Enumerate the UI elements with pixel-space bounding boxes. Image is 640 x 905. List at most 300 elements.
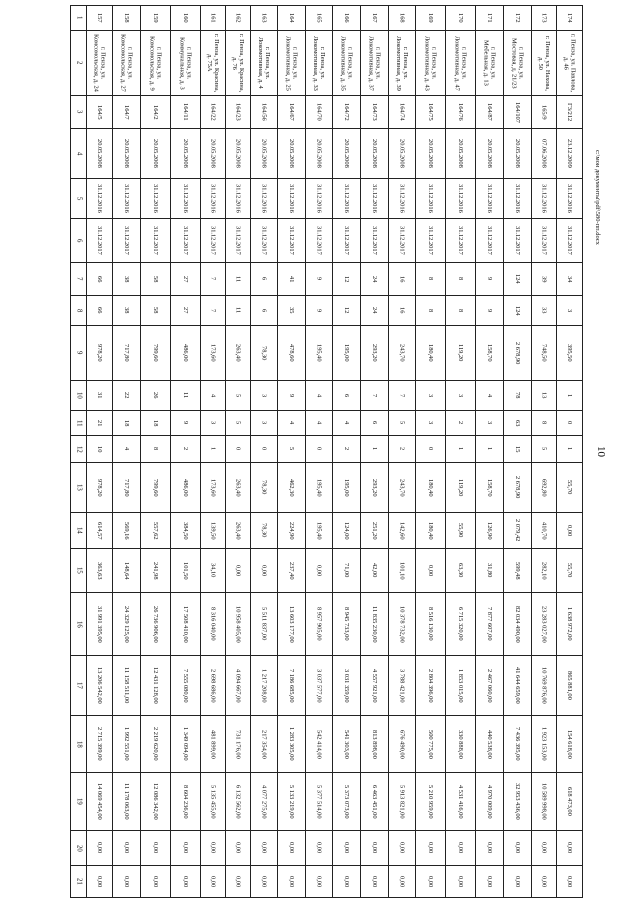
- table-cell-text: 3 788 421,00: [398, 668, 406, 703]
- row-number-cell-text: 163: [260, 13, 268, 23]
- table-cell: [557, 866, 583, 898]
- table-cell: [87, 219, 113, 263]
- table-cell: [476, 436, 504, 463]
- table-cell-text: 31,80: [486, 563, 494, 578]
- table-cell: [446, 129, 476, 179]
- table-cell: [251, 219, 278, 263]
- table-cell: [226, 513, 251, 549]
- table-cell-text: 0,00: [486, 875, 494, 888]
- table-cell: [476, 179, 504, 219]
- table-cell: [416, 831, 446, 866]
- table-cell-text: 20.05.2008: [486, 139, 494, 168]
- table-cell-text: 164/11: [182, 103, 190, 121]
- table-cell: [171, 549, 201, 593]
- table-cell: [278, 513, 306, 549]
- table-cell: [306, 463, 333, 513]
- table-cell-text: 0,00: [343, 842, 351, 854]
- table-cell: [278, 656, 306, 716]
- address-cell: [361, 31, 389, 96]
- table-cell: [171, 326, 201, 381]
- table-cell: [251, 549, 278, 593]
- table-header-cell-text: 11: [75, 419, 83, 427]
- table-cell: [171, 381, 201, 411]
- table-cell-text: 0,00: [427, 564, 435, 577]
- table-cell-text: 5: [234, 393, 242, 398]
- table-cell: [532, 773, 557, 831]
- table-cell: [389, 96, 416, 129]
- table-header-cell-text: 4: [75, 151, 83, 156]
- table-cell: [87, 773, 113, 831]
- table-cell: [226, 219, 251, 263]
- table-cell-text: 8: [427, 277, 435, 281]
- table-cell-text: 500 775,00: [427, 729, 435, 759]
- data-table: [70, 5, 583, 898]
- table-cell-text: 164/5: [96, 104, 104, 120]
- table-cell: [446, 219, 476, 263]
- table-header-cell: [71, 656, 87, 716]
- table-cell: [251, 866, 278, 898]
- table-cell-text: 263,40: [234, 344, 242, 362]
- table-cell-text: 599,48: [514, 561, 522, 580]
- table-cell-text: 8 957 905,00: [315, 607, 323, 641]
- table-cell: [504, 411, 532, 436]
- table-cell-text: 31.12.2017: [343, 226, 351, 255]
- table-cell: [201, 866, 226, 898]
- table-cell-text: 24 329 125,00: [123, 605, 131, 643]
- table-cell: [201, 656, 226, 716]
- table-cell-text: 5 210 959,00: [427, 784, 435, 819]
- table-cell-text: 55,70: [566, 563, 574, 578]
- table-cell: [361, 436, 389, 463]
- table-cell: [141, 179, 171, 219]
- table-header-cell: [71, 463, 87, 513]
- table-cell: [87, 549, 113, 593]
- table-cell-text: 31.12.2017: [315, 226, 323, 255]
- table-cell-text: 11: [234, 275, 242, 283]
- table-cell-text: 31.12.2016: [457, 184, 465, 213]
- table-cell-text: 180,40: [427, 478, 435, 497]
- table-cell: [532, 831, 557, 866]
- table-cell-text: 23.12.2009: [566, 139, 574, 168]
- table-cell: [226, 411, 251, 436]
- table-cell: [201, 326, 226, 381]
- table-header-cell: [71, 179, 87, 219]
- table-cell-text: 243,70: [398, 478, 406, 497]
- table-cell: [333, 326, 361, 381]
- table-cell: [226, 549, 251, 593]
- table-cell-text: 10 769 876,00: [540, 667, 548, 704]
- table-cell: [226, 463, 251, 513]
- table-cell-text: 440 538,00: [486, 729, 494, 759]
- table-cell: [251, 381, 278, 411]
- table-header-cell: [71, 716, 87, 773]
- table-cell: [504, 866, 532, 898]
- row-number-cell: [171, 6, 201, 31]
- table-cell-text: 237,40: [288, 561, 296, 580]
- address-cell-text: г. Пенза, ул. Локомотивная, д. 43: [423, 35, 438, 91]
- table-cell-text: 0,00: [371, 875, 379, 888]
- address-cell: [446, 31, 476, 96]
- address-cell-text: г. Пенза, ул. Локомотивная, д. 33: [312, 35, 327, 91]
- table-cell-text: 4: [486, 393, 494, 398]
- address-cell: [389, 31, 416, 96]
- table-cell-text: 1 217 208,00: [260, 668, 268, 703]
- table-cell: [504, 326, 532, 381]
- table-cell: [446, 513, 476, 549]
- table-cell: [361, 411, 389, 436]
- table-header-cell-text: 10: [75, 392, 83, 399]
- table-cell-text: 2: [398, 447, 406, 451]
- table-cell-text: 31.12.2017: [398, 226, 406, 255]
- table-cell-text: 865 881,00: [566, 671, 574, 700]
- table-header-cell-text: 7: [75, 277, 83, 281]
- table-cell-text: 20.05.2008: [315, 139, 323, 168]
- table-cell: [251, 296, 278, 326]
- row-number-cell: [113, 6, 141, 31]
- table-cell-text: 31.12.2016: [152, 184, 160, 213]
- table-cell-text: 164/76: [457, 103, 465, 121]
- table-cell: [278, 716, 306, 773]
- table-cell-text: 20.05.2008: [182, 139, 190, 168]
- table-cell-text: 82 034 490,00: [514, 605, 522, 643]
- table-cell: [416, 549, 446, 593]
- table-cell: [141, 716, 171, 773]
- table-cell-text: 07.06.2008: [540, 139, 548, 168]
- table-cell-text: 243,70: [398, 344, 406, 362]
- table-cell: [171, 593, 201, 656]
- table-cell-text: 11: [182, 392, 190, 399]
- table-cell: [476, 263, 504, 296]
- table-cell: [389, 436, 416, 463]
- table-cell-text: 58: [152, 307, 160, 314]
- table-cell: [201, 411, 226, 436]
- table-cell-text: 0,00: [566, 842, 574, 854]
- table-header-cell: [71, 866, 87, 898]
- table-cell: [557, 593, 583, 656]
- table-cell: [226, 129, 251, 179]
- table-header-cell-text: 2: [75, 61, 83, 65]
- table-header-cell-text: 9: [75, 351, 83, 355]
- table-cell: [87, 179, 113, 219]
- table-cell-text: 33: [540, 307, 548, 314]
- table-cell-text: 78,30: [260, 523, 268, 538]
- table-cell: [333, 411, 361, 436]
- row-number-cell-text: 170: [457, 13, 465, 23]
- table-cell-text: 799,60: [152, 478, 160, 497]
- table-cell-text: 31.12.2017: [209, 226, 217, 255]
- table-header-cell: [71, 411, 87, 436]
- table-cell: [171, 411, 201, 436]
- address-cell: [476, 31, 504, 96]
- table-cell: [389, 773, 416, 831]
- table-cell: [306, 436, 333, 463]
- table-cell-text: 0,00: [398, 875, 406, 888]
- table-cell: [416, 179, 446, 219]
- table-cell: [87, 831, 113, 866]
- table-cell-text: 158,70: [486, 478, 494, 497]
- table-header-cell-text: 20: [75, 844, 83, 852]
- table-cell-text: 31.12.2016: [566, 184, 574, 213]
- table-cell-text: 3: [260, 393, 268, 398]
- table-cell: [476, 593, 504, 656]
- table-cell-text: 42,00: [371, 563, 379, 578]
- table-cell-text: 2 715 399,00: [96, 727, 104, 761]
- table-cell-text: 486,00: [182, 344, 190, 362]
- table-cell-text: 2 079,42: [514, 519, 522, 542]
- table-cell: [532, 513, 557, 549]
- table-cell-text: 20.05.2008: [398, 139, 406, 168]
- table-cell: [416, 513, 446, 549]
- table-cell: [278, 263, 306, 296]
- table-header-cell: [71, 6, 87, 31]
- table-cell-text: 5 913 821,00: [398, 784, 406, 819]
- table-cell: [476, 129, 504, 179]
- table-cell: [278, 96, 306, 129]
- table-cell-text: 31.12.2016: [315, 184, 323, 213]
- table-cell-text: 5 377 514,00: [315, 784, 323, 819]
- table-cell: [113, 656, 141, 716]
- table-cell: [306, 129, 333, 179]
- table-cell-text: 3: [566, 308, 574, 313]
- table-cell-text: 164/72: [343, 103, 351, 121]
- table-cell-text: 2 467 060,00: [486, 668, 494, 703]
- table-cell-text: 1 923 153,00: [540, 727, 548, 761]
- table-cell: [226, 263, 251, 296]
- table-cell-text: 3: [209, 421, 217, 425]
- address-cell: [141, 31, 171, 96]
- table-cell: [201, 513, 226, 549]
- table-cell-text: 31.12.2017: [427, 226, 435, 255]
- table-header-cell: [71, 326, 87, 381]
- table-cell: [251, 593, 278, 656]
- table-cell: [201, 296, 226, 326]
- table-header-cell-text: 16: [75, 620, 83, 628]
- table-cell-text: 66: [96, 307, 104, 314]
- table-cell-text: 1: [457, 447, 465, 451]
- table-cell-text: 7 186 685,00: [288, 668, 296, 703]
- table-cell: [278, 436, 306, 463]
- table-cell-text: 5 133 219,00: [288, 784, 296, 819]
- table-cell-text: 124,00: [343, 521, 351, 540]
- table-cell-text: 0,00: [288, 875, 296, 888]
- table-cell-text: 251,20: [371, 521, 379, 540]
- row-number-cell: [201, 6, 226, 31]
- table-cell: [446, 179, 476, 219]
- table-cell-text: 71,00: [343, 563, 351, 578]
- table-cell-text: 2: [343, 447, 351, 451]
- table-cell: [532, 593, 557, 656]
- row-number-cell-text: 173: [540, 13, 548, 23]
- table-cell-text: 0: [427, 447, 435, 451]
- table-cell-text: 119,20: [457, 478, 465, 497]
- table-cell: [201, 463, 226, 513]
- table-cell-text: 195,00: [343, 478, 351, 497]
- table-cell-text: 101,10: [398, 561, 406, 580]
- table-cell-text: 27: [182, 275, 190, 283]
- table-cell: [476, 219, 504, 263]
- table-header-cell: [71, 296, 87, 326]
- table-cell-text: 5 511 837,00: [260, 607, 268, 641]
- table-cell: [532, 436, 557, 463]
- table-cell-text: 4: [343, 421, 351, 425]
- table-cell: [557, 411, 583, 436]
- table-cell-text: 618 473,00: [566, 787, 574, 816]
- table-cell: [416, 866, 446, 898]
- table-cell-text: 5: [398, 421, 406, 425]
- table-cell: [141, 593, 171, 656]
- table-cell-text: 158,70: [486, 344, 494, 362]
- table-cell-text: 0: [315, 447, 323, 451]
- table-cell: [141, 773, 171, 831]
- table-cell: [171, 866, 201, 898]
- table-cell: [251, 463, 278, 513]
- table-cell: [113, 716, 141, 773]
- table-cell-text: 12 086 342,00: [152, 783, 160, 820]
- table-cell: [333, 593, 361, 656]
- table-cell: [557, 326, 583, 381]
- table-cell-text: 14 069 454,00: [96, 783, 104, 820]
- table-cell: [557, 179, 583, 219]
- row-number-cell-text: 161: [209, 13, 217, 23]
- table-cell: [201, 831, 226, 866]
- table-cell-text: 23 283 027,00: [540, 605, 548, 643]
- table-cell-text: 676 490,00: [398, 729, 406, 759]
- table-cell-text: 24: [371, 275, 379, 283]
- table-cell: [532, 179, 557, 219]
- table-cell-text: 542 414,00: [315, 729, 323, 759]
- table-cell-text: 2 804 396,00: [427, 668, 435, 703]
- table-cell-text: 31.12.2017: [182, 226, 190, 255]
- table-cell-text: 3: [260, 421, 268, 425]
- table-cell-text: 31.12.2017: [288, 226, 296, 255]
- table-cell-text: 13 206 542,00: [96, 667, 104, 704]
- table-cell: [333, 549, 361, 593]
- table-cell: [306, 773, 333, 831]
- address-cell-text: г. Пенза, ул. Локомотивная, д. 25: [284, 35, 299, 91]
- table-header-cell-text: 13: [75, 484, 83, 491]
- row-number-cell: [416, 6, 446, 31]
- table-cell: [557, 96, 583, 129]
- table-header-cell: [71, 96, 87, 129]
- table-cell: [251, 326, 278, 381]
- table-cell: [87, 411, 113, 436]
- table-cell-text: 164/56: [260, 103, 268, 121]
- row-number-cell-text: 159: [152, 13, 160, 23]
- table-cell: [557, 436, 583, 463]
- table-cell: [201, 129, 226, 179]
- table-cell: [476, 296, 504, 326]
- table-cell: [446, 96, 476, 129]
- table-cell-text: 15: [514, 445, 522, 453]
- table-cell-text: 31 991 395,00: [96, 605, 104, 643]
- table-cell-text: 0,00: [371, 842, 379, 854]
- table-cell: [361, 129, 389, 179]
- table-cell: [361, 96, 389, 129]
- table-cell: [416, 96, 446, 129]
- table-cell-text: 0: [234, 447, 242, 451]
- table-cell: [87, 129, 113, 179]
- table-cell: [333, 381, 361, 411]
- table-cell: [87, 296, 113, 326]
- table-cell: [476, 463, 504, 513]
- table-cell-text: 164/22: [209, 103, 217, 121]
- table-cell-text: 0,00: [123, 875, 131, 888]
- table-cell-text: 20.05.2008: [427, 139, 435, 168]
- row-number-cell-text: 167: [371, 13, 379, 23]
- table-cell-text: 1: [566, 393, 574, 398]
- table-cell: [113, 381, 141, 411]
- table-cell-text: 0: [260, 447, 268, 451]
- table-cell: [504, 129, 532, 179]
- table-cell: [476, 866, 504, 898]
- table-cell: [504, 463, 532, 513]
- table-cell-text: 0,00: [260, 842, 268, 854]
- table-cell: [389, 549, 416, 593]
- table-cell: [476, 716, 504, 773]
- row-number-cell-text: 168: [398, 13, 406, 23]
- table-cell: [504, 831, 532, 866]
- table-cell: [226, 296, 251, 326]
- table-cell: [416, 219, 446, 263]
- address-cell: [201, 31, 226, 96]
- table-cell-text: 5: [288, 447, 296, 451]
- table-cell-text: 7: [398, 393, 406, 398]
- table-cell: [226, 436, 251, 463]
- table-cell: [389, 593, 416, 656]
- table-cell-text: 78: [514, 392, 522, 399]
- table-cell-text: 717,80: [123, 344, 131, 362]
- table-cell-text: 31.12.2017: [234, 226, 242, 255]
- table-header-cell: [71, 831, 87, 866]
- table-cell: [333, 179, 361, 219]
- table-cell: [113, 411, 141, 436]
- row-number-cell: [361, 6, 389, 31]
- table-header-cell: [71, 31, 87, 96]
- table-cell: [113, 549, 141, 593]
- table-cell-text: 20.05.2008: [260, 139, 268, 168]
- table-cell-text: 58: [152, 275, 160, 283]
- table-cell: [278, 296, 306, 326]
- table-cell: [306, 179, 333, 219]
- table-cell-text: 10 378 732,00: [398, 605, 406, 643]
- table-cell: [504, 263, 532, 296]
- table-header-cell: [71, 381, 87, 411]
- table-cell-text: 13 603 177,00: [288, 605, 296, 643]
- table-cell: [141, 549, 171, 593]
- table-cell: [171, 716, 201, 773]
- table-cell: [251, 656, 278, 716]
- table-cell: [532, 219, 557, 263]
- table-cell-text: 6 715 320,00: [457, 607, 465, 641]
- table-cell: [113, 866, 141, 898]
- table-cell: [389, 656, 416, 716]
- table-cell: [87, 263, 113, 296]
- address-cell: [251, 31, 278, 96]
- table-cell: [389, 381, 416, 411]
- table-cell: [87, 656, 113, 716]
- table-cell: [278, 831, 306, 866]
- table-cell: [87, 463, 113, 513]
- table-cell: [446, 326, 476, 381]
- table-cell: [141, 656, 171, 716]
- table-cell: [557, 549, 583, 593]
- table-cell: [361, 263, 389, 296]
- table-cell-text: 55,90: [457, 523, 465, 538]
- table-header-cell: [71, 549, 87, 593]
- table-cell-text: 3: [427, 393, 435, 398]
- table-cell-text: 17 508 410,00: [182, 605, 190, 643]
- table-cell-text: 0,00: [457, 842, 465, 854]
